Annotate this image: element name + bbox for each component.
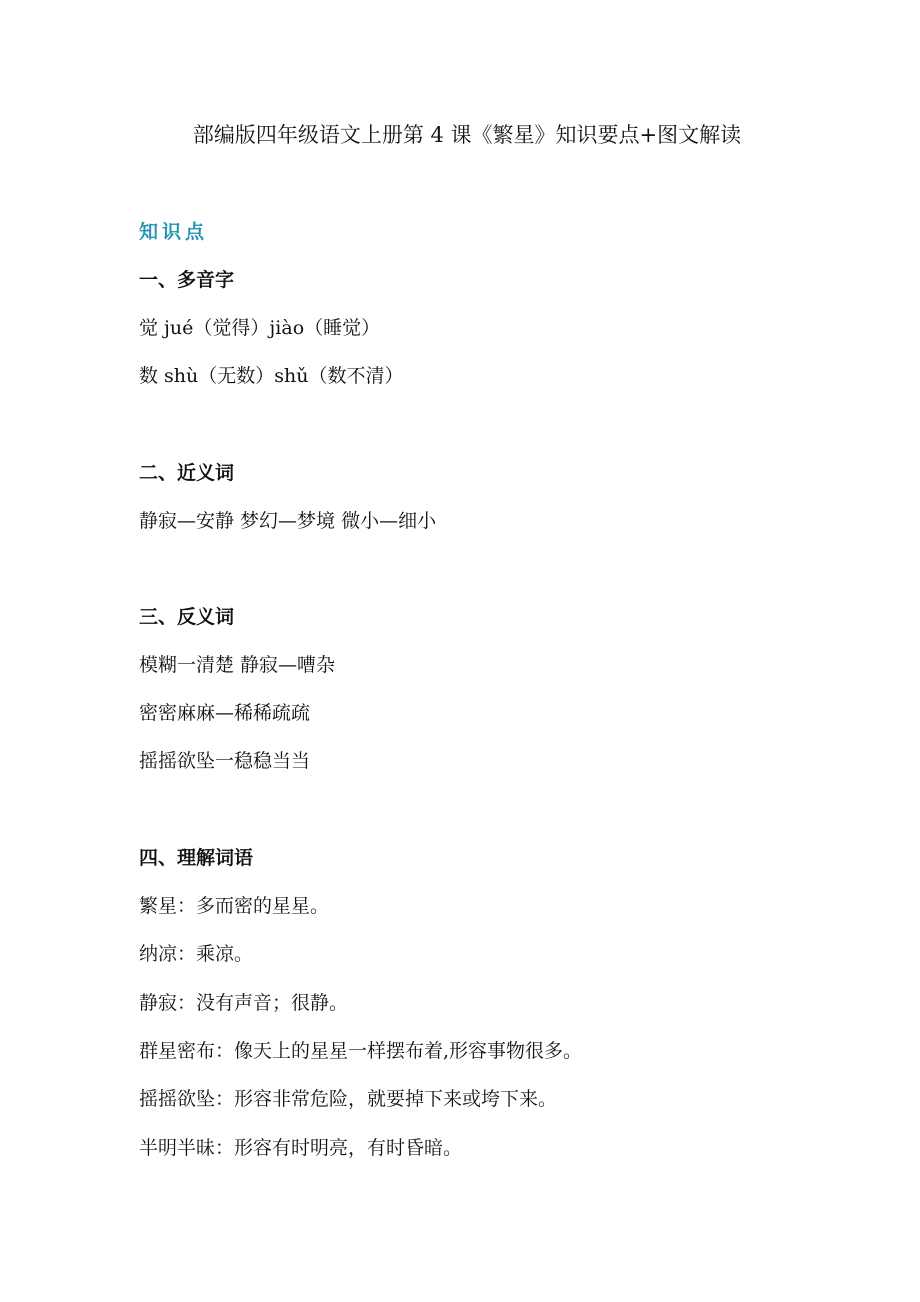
- heading-polyphonic: 一、多音字: [139, 269, 235, 291]
- vocabulary-line-2: 纳凉：乘凉。: [139, 943, 254, 965]
- vocabulary-line-6: 半明半昧：形容有时明亮，有时昏暗。: [139, 1137, 463, 1159]
- heading-antonyms: 三、反义词: [139, 606, 235, 628]
- polyphonic-line-1: 觉 jué（觉得）jiào（睡觉）: [139, 317, 381, 339]
- document-title: 部编版四年级语文上册第 4 课《繁星》知识要点+图文解读: [192, 123, 742, 147]
- heading-synonyms: 二、近义词: [139, 462, 235, 484]
- vocabulary-line-1: 繁星：多而密的星星。: [139, 895, 330, 917]
- section-label: 知识点: [139, 221, 209, 243]
- heading-vocabulary: 四、理解词语: [139, 847, 254, 869]
- antonyms-line-1: 模糊一清楚 静寂—嘈杂: [139, 654, 336, 676]
- antonyms-line-3: 摇摇欲坠一稳稳当当: [139, 750, 311, 772]
- vocabulary-line-5: 摇摇欲坠：形容非常危险，就要掉下来或垮下来。: [139, 1088, 558, 1110]
- antonyms-line-2: 密密麻麻—稀稀疏疏: [139, 702, 311, 724]
- polyphonic-line-2: 数 shù（无数）shǔ（数不清）: [139, 365, 404, 387]
- synonyms-line-1: 静寂—安静 梦幻—梦境 微小—细小: [139, 510, 437, 532]
- vocabulary-line-4: 群星密布：像天上的星星一样摆布着,形容事物很多。: [139, 1040, 583, 1062]
- vocabulary-line-3: 静寂：没有声音；很静。: [139, 992, 349, 1014]
